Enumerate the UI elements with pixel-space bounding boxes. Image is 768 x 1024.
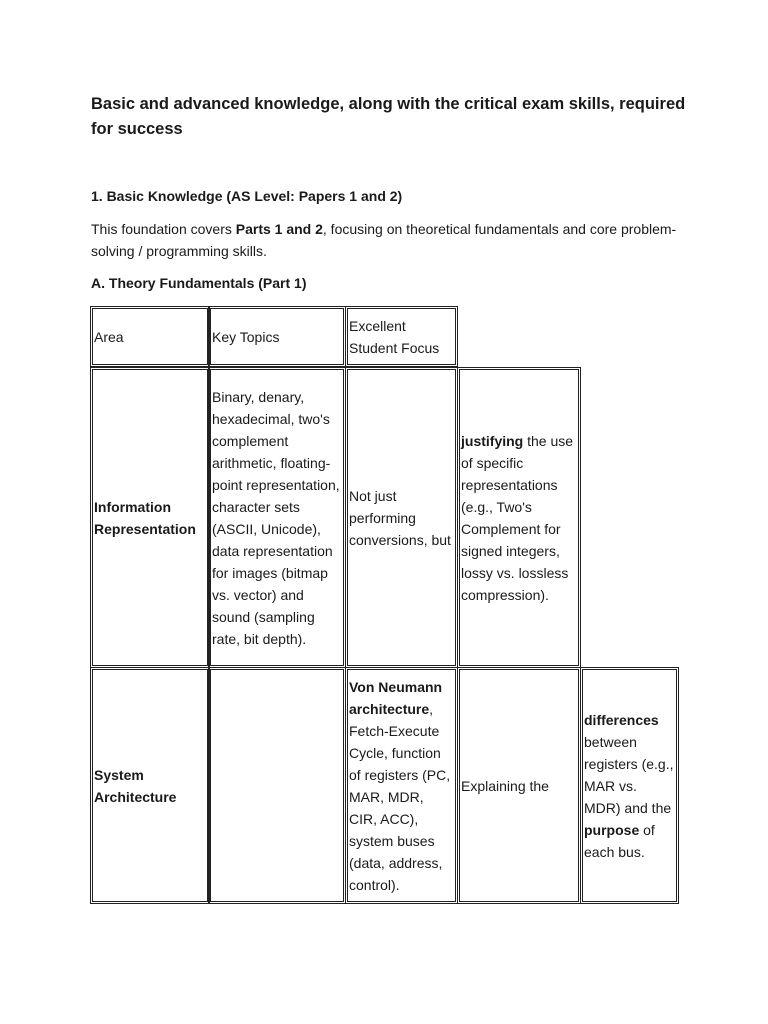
section-heading: 1. Basic Knowledge (AS Level: Papers 1 and 2): [91, 188, 403, 204]
row1-key-topics-text: Binary, denary, hexadecimal, two's complement arithmetic, floating-point representation, character sets (ASCII, Unicode), data representation for images (bitmap vs. vector) and sound (sampling rate, bit depth).: [212, 388, 340, 647]
row2-area: [90, 667, 210, 904]
header-area: [90, 306, 210, 367]
row1-key-topics: [208, 367, 346, 668]
row1-focus-a: [345, 367, 458, 668]
row1-area-text: Information Representation: [94, 498, 196, 537]
row1-focus-b: [457, 367, 581, 668]
intro-text-end: , focusing on theoretical fundamentals and core problem-solving / programming skills.: [91, 221, 677, 259]
row2-focus-b-bold1: differences: [584, 711, 659, 728]
row2-focus-b-text: [584, 709, 675, 863]
row2-focus-b-mid: between registers (e.g., MAR vs. MDR) and the: [584, 733, 674, 816]
row2-focus-b: [580, 667, 679, 904]
header-focus: [345, 306, 458, 367]
subsection-heading: A. Theory Fundamentals (Part 1): [91, 275, 307, 291]
row2-key-topics: [345, 667, 458, 904]
row2-empty: [208, 667, 346, 904]
row2-focus-a-text: Explaining the: [461, 777, 549, 794]
row2-focus-a: [457, 667, 581, 904]
header-key-topics: [208, 306, 346, 367]
header-key-topics-text: Key Topics: [212, 328, 280, 345]
row1-focus-b-bold: justifying: [461, 432, 524, 449]
row2-focus-b-bold2: purpose: [584, 821, 640, 838]
row1-focus-a-text: Not just performing conversions, but: [349, 487, 451, 548]
header-focus-text: Excellent Student Focus: [349, 317, 440, 356]
header-area-text: Area: [94, 328, 124, 345]
page-title: Basic and advanced knowledge, along with the critical exam skills, required for success: [91, 95, 686, 138]
row2-key-topics-text: [349, 676, 454, 896]
intro-text: This foundation covers: [91, 221, 236, 237]
row2-key-topics-bold: Von Neumann architecture: [349, 678, 443, 717]
row1-focus-b-text: [461, 430, 577, 606]
intro-paragraph: [91, 218, 681, 262]
row2-focus-b-end: of each bus.: [584, 821, 655, 860]
row2-area-text: System Architecture: [94, 766, 177, 805]
row1-area: [90, 367, 210, 668]
row1-focus-b-rest: the use of specific representations (e.g., Two's Complement for signed integers, lossy vs. lossless compression).: [461, 432, 574, 603]
row2-key-topics-rest: , Fetch-Execute Cycle, function of registers (PC, MAR, MDR, CIR, ACC), system buses (data, address, control).: [349, 700, 451, 893]
intro-emphasis: Parts 1 and 2: [235, 221, 323, 237]
